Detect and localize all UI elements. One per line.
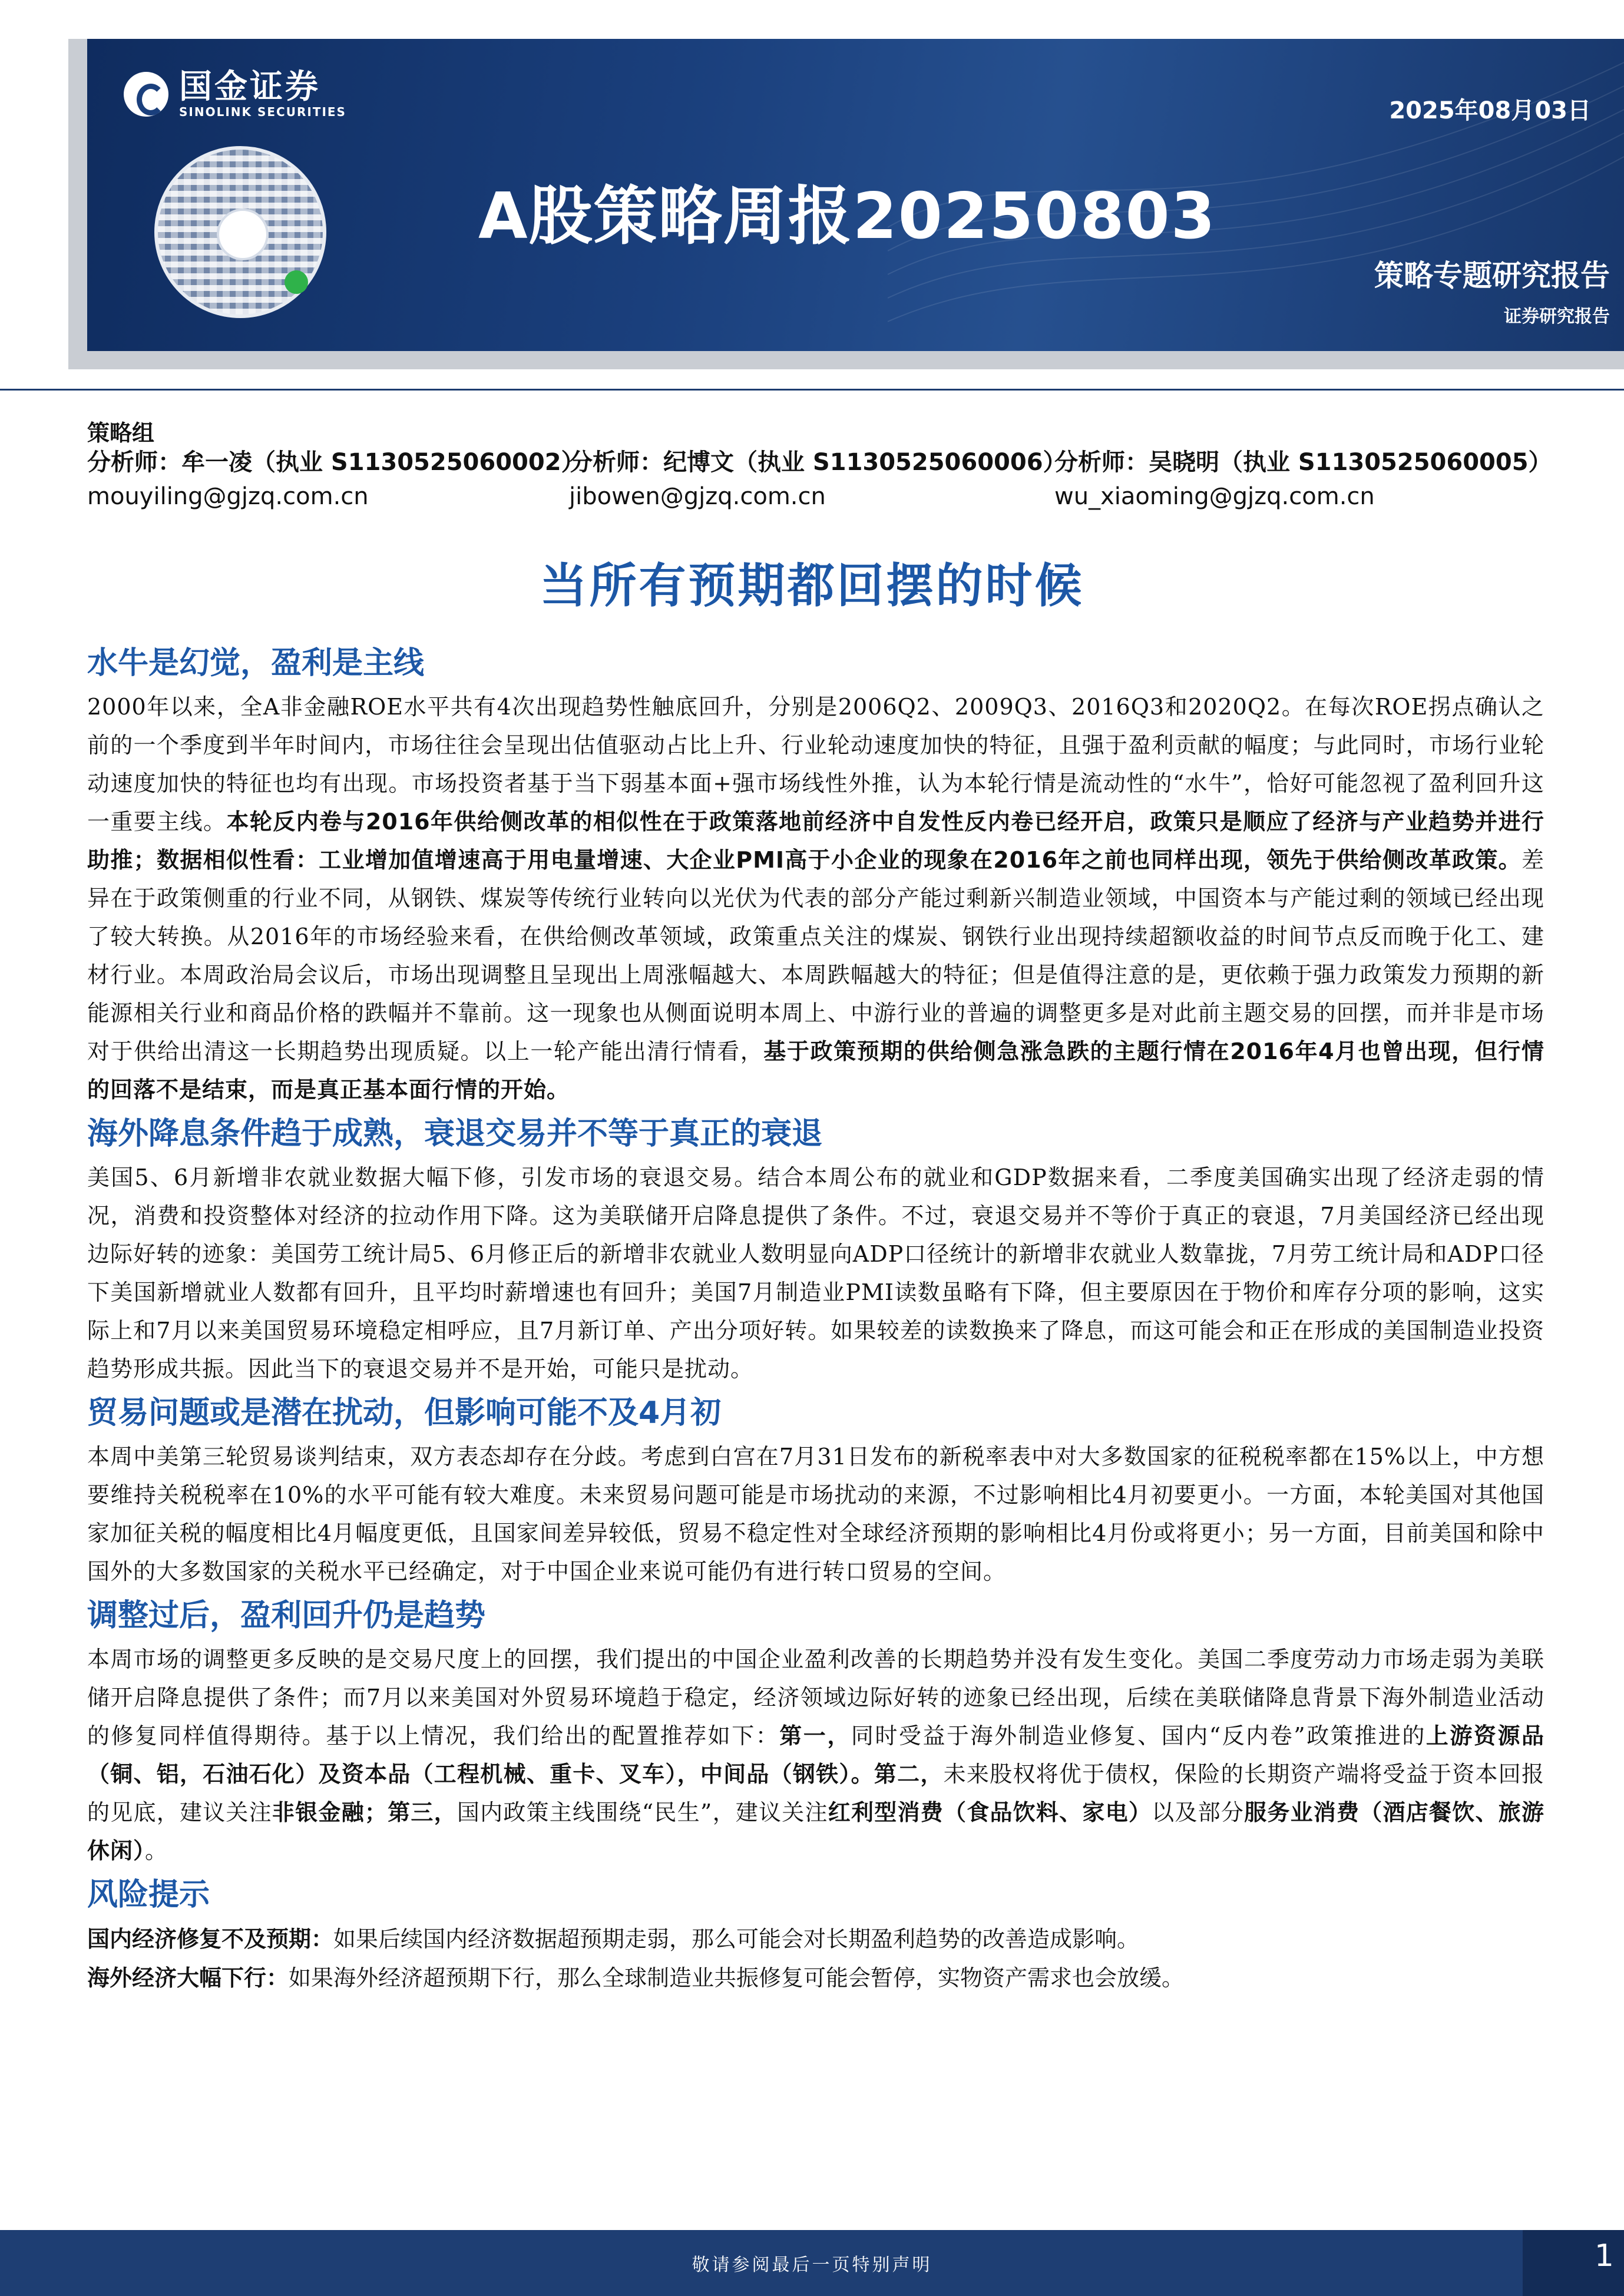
analyst-block	[1054, 445, 1552, 514]
analyst-block	[87, 445, 585, 514]
qr-center-logo	[217, 209, 269, 260]
analyst-name: 分析师：纪博文（执业 S1130525060006）	[569, 449, 1067, 476]
wechat-badge-icon	[285, 270, 308, 294]
analyst-email[interactable]: wu_xiaoming@gjzq.com.cn	[1054, 483, 1375, 510]
report-title: A股策略周报20250803	[478, 180, 1216, 253]
paragraph-text: 差异在于政策侧重的行业不同，从钢铁、煤炭等传统行业转向以光伏为代表的部分产能过剩新兴制造业领域，中国资本与产能过剩的领域已经出现了较大转换。从2016年的市场经验来看，在供给侧改革领域，政策重点关注的煤炭、钢铁行业出现持续超额收益的时间节点反而晚于化工、建材行业。本周政治局会议后，市场出现调整且呈现出上周涨幅越大、本周跌幅越大的特征；但是值得注意的是，更依赖于强力政策发力预期的新能源相关行业和商品价格的跌幅并不靠前。这一现象也从侧面说明本周上、中游行业的普遍的调整更多是对此前主题交易的回摆，而并非是市场对于供给出清这一长期趋势出现质疑。以上一轮产能出清行情看，	[87, 847, 1544, 1064]
risk-text: 如果海外经济超预期下行，那么全球制造业共振修复可能会暂停，实物资产需求也会放缓。	[289, 1965, 1185, 1991]
paragraph-text: 。	[145, 1838, 168, 1864]
section-paragraph: 美国5、6月新增非农就业数据大幅下修，引发市场的衰退交易。结合本周公布的就业和GDP数据来看，二季度美国确实出现了经济走弱的情况，消费和投资整体对经济的拉动作用下降。这为美联储开启降息提供了条件。不过，衰退交易并不等价于真正的衰退，7月美国经济已经出现边际好转的迹象：美国劳工统计局5、6月修正后的新增非农就业人数明显向ADP口径统计的新增非农就业人数靠拢，7月劳工统计局和ADP口径下美国新增就业人数都有回升，且平均时薪增速也有回升；美国7月制造业PMI读数虽略有下降，但主要原因在于物价和库存分项的影响，这实际上和7月以来美国贸易环境稳定相呼应，且7月新订单、产出分项好转。如果较差的读数换来了降息，而这可能会和正在形成的美国制造业投资趋势形成共振。因此当下的衰退交易并不是开始，可能只是扰动。	[87, 1164, 1544, 1382]
report-type: 策略专题研究报告	[1374, 259, 1610, 293]
company-logo	[124, 70, 346, 119]
paragraph-text: 同时受益于海外制造业修复、国内“反内卷”政策推进的	[851, 1723, 1426, 1749]
paragraph-text: 本周市场的调整更多反映的是交易尺度上的回摆，我们提出的中国企业盈利改善的长期趋势并没有发生变化。美国二季度劳动力市场走弱为美联储开启降息提供了条件；而7月以来美国对外贸易环境趋于稳定，经济领域边际好转的迹象已经出现，后续在美联储降息背景下海外制造业活动的修复同样值得期待。基于以上情况，我们给出的配置推荐如下：	[87, 1646, 1544, 1749]
footer-disclaimer: 敬请参阅最后一页特别声明	[692, 2255, 932, 2275]
company-name-cn: 国金证券	[179, 68, 320, 106]
article-title: 当所有预期都回摆的时候	[540, 558, 1084, 613]
risk-item	[87, 1920, 1544, 1958]
section-heading: 贸易问题或是潜在扰动，但影响可能不及4月初	[87, 1395, 722, 1431]
paragraph-emphasis: 本轮反内卷与2016年供给侧改革的相似性在于政策落地前经济中自发性反内卷已经开启，政策只是顺应了经济与产业趋势并进行助推；数据相似性看：工业增加值增速高于用电量增速、大企业PMI高于小企业的现象在2016年之前也同样出现，领先于供给侧改革政策。	[87, 809, 1544, 873]
risk-label: 国内经济修复不及预期：	[87, 1926, 334, 1952]
team-name: 策略组	[87, 420, 155, 446]
paragraph-emphasis: 第一，	[779, 1723, 851, 1749]
analyst-email[interactable]: jibowen@gjzq.com.cn	[569, 483, 826, 510]
paragraph-text: 以及部分	[1152, 1799, 1245, 1825]
paragraph-emphasis: 基于政策预期的供给侧急涨急跌的主题行情在2016年4月也曾出现，但行情的回落不是结束，而是真正基本面行情的开始。	[87, 1038, 1544, 1103]
report-subtype: 证券研究报告	[1504, 306, 1610, 327]
qr-code	[154, 146, 326, 318]
risk-heading: 风险提示	[87, 1877, 210, 1913]
paragraph-text: 国内政策主线围绕“民生”，建议关注	[457, 1799, 828, 1825]
paragraph-emphasis: 上游资源品（铜、铝，石油石化）及资本品（工程机械、重卡、叉车），中间品（钢铁）。第二，	[87, 1723, 1544, 1787]
section-heading: 水牛是幻觉，盈利是主线	[87, 646, 425, 681]
report-date: 2025年08月03日	[1389, 97, 1591, 124]
analyst-email[interactable]: mouyiling@gjzq.com.cn	[87, 483, 369, 510]
section-heading: 调整过后，盈利回升仍是趋势	[87, 1598, 486, 1633]
paragraph-emphasis: 红利型消费（食品饮料、家电）	[828, 1799, 1152, 1825]
analyst-name: 分析师：牟一凌（执业 S1130525060002）	[87, 449, 585, 476]
paragraph-text: 未来股权将优于债权，保险的长期资产端将受益于资本回报的见底，建议关注	[87, 1761, 1544, 1825]
article-body	[87, 642, 1544, 1997]
risk-label: 海外经济大幅下行：	[87, 1965, 289, 1991]
header-rule	[0, 389, 1624, 391]
company-name-en: SINOLINK SECURITIES	[179, 105, 346, 119]
section-paragraph	[87, 688, 1544, 1109]
section-heading: 海外降息条件趋于成熟，衰退交易并不等于真正的衰退	[87, 1116, 823, 1152]
risk-text: 如果后续国内经济数据超预期走弱，那么可能会对长期盈利趋势的改善造成影响。	[333, 1926, 1140, 1952]
paragraph-text: 2000年以来，全A非金融ROE水平共有4次出现趋势性触底回升，分别是2006Q2、2009Q3、2016Q3和2020Q2。在每次ROE拐点确认之前的一个季度到半年时间内，市场往往会呈现出估值驱动占比上升、行业轮动速度加快的特征，且强于盈利贡献的幅度；与此同时，市场行业轮动速度加快的特征也均有出现。市场投资者基于当下弱基本面+强市场线性外推，认为本轮行情是流动性的“水牛”，恰好可能忽视了盈利回升这一重要主线。	[87, 694, 1544, 835]
paragraph-emphasis: 服务业消费（酒店餐饮、旅游休闲）	[87, 1799, 1544, 1864]
paragraph-emphasis: 非银金融；第三，	[272, 1799, 457, 1825]
analyst-name: 分析师：吴晓明（执业 S1130525060005）	[1054, 449, 1552, 476]
page-number: 1	[1594, 2238, 1614, 2274]
analyst-block	[569, 445, 1067, 514]
section-paragraph	[87, 1640, 1544, 1870]
logo-icon	[124, 72, 168, 117]
risk-item	[87, 1958, 1544, 1997]
section-paragraph: 本周中美第三轮贸易谈判结束，双方表态却存在分歧。考虑到白宫在7月31日发布的新税率表中对大多数国家的征税税率都在15%以上，中方想要维持关税税率在10%的水平可能有较大难度。未来贸易问题可能是市场扰动的来源，不过影响相比4月初要更小。一方面，本轮美国对其他国家加征关税的幅度相比4月幅度更低，且国家间差异较低，贸易不稳定性对全球经济预期的影响相比4月份或将更小；另一方面，目前美国和除中国外的大多数国家的关税水平已经确定，对于中国企业来说可能仍有进行转口贸易的空间。	[87, 1444, 1544, 1584]
